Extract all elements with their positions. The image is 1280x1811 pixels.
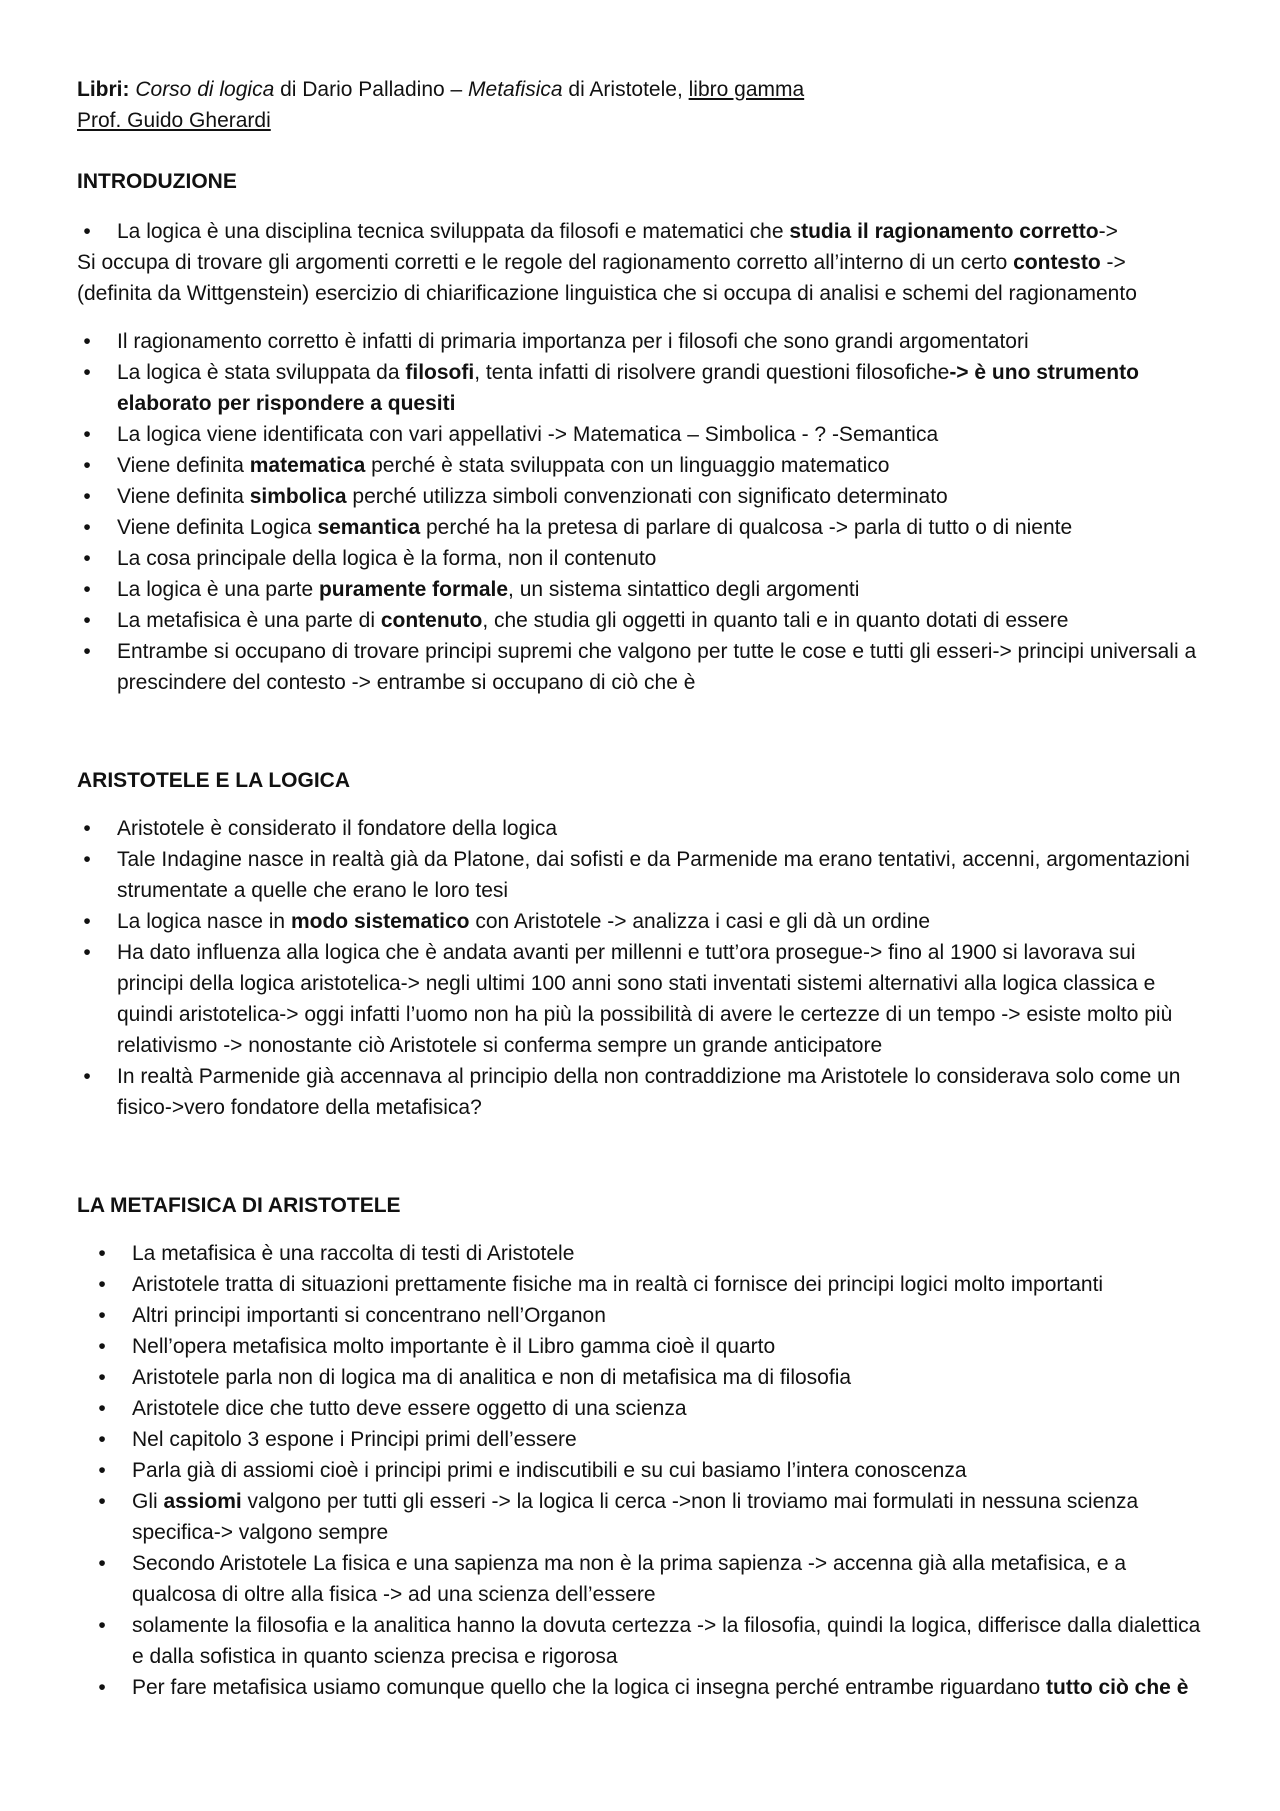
- bullet-icon: •: [83, 485, 91, 508]
- list-item: • La logica è una parte puramente formale, un sistema sintattico degli argomenti: [77, 574, 1207, 605]
- list-item: • La logica è una disciplina tecnica sviluppata da filosofi e matematici che studia il ragionamento corretto->: [77, 216, 1207, 247]
- list-item: • La metafisica è una raccolta di testi di Aristotele: [77, 1238, 1207, 1269]
- list-item: • La logica è stata sviluppata da filosofi, tenta infatti di risolvere grandi questioni filosofiche-> è uno strumento elaborato per rispondere a quesiti: [77, 357, 1207, 419]
- book2-part: libro gamma: [688, 78, 805, 101]
- list-item: • Tale Indagine nasce in realtà già da Platone, dai sofisti e da Parmenide ma erano tentativi, accenni, argomentazioni strumentate a quelle che erano le loro tesi: [77, 844, 1207, 906]
- bullet-icon: •: [98, 1676, 106, 1699]
- metafisica-heading: LA METAFISICA DI ARISTOTELE: [77, 1194, 401, 1217]
- intro-paragraph-1: Si occupa di trovare gli argomenti corretti e le regole del ragionamento corretto all’interno di un certo contesto ->: [77, 251, 1126, 274]
- aristotele-logica-heading: ARISTOTELE E LA LOGICA: [77, 769, 351, 792]
- list-item: • Secondo Aristotele La fisica e una sapienza ma non è la prima sapienza -> accenna già alla metafisica, e a qualcosa di oltre alla fisica -> ad una scienza dell’essere: [77, 1548, 1207, 1610]
- bullet-icon: •: [83, 220, 91, 243]
- bullet-icon: •: [98, 1614, 106, 1637]
- bullet-icon: •: [83, 817, 91, 840]
- list-item: • Viene definita Logica semantica perché ha la pretesa di parlare di qualcosa -> parla di tutto o di niente: [77, 512, 1207, 543]
- list-item: • Viene definita simbolica perché utilizza simboli convenzionati con significato determinato: [77, 481, 1207, 512]
- bullet-icon: •: [83, 848, 91, 871]
- aristotele-logica-list: [77, 813, 1207, 1123]
- document-page: [77, 74, 1207, 1703]
- list-item: • Per fare metafisica usiamo comunque quello che la logica ci insegna perché entrambe riguardano tutto ciò che è: [77, 1672, 1207, 1703]
- bullet-icon: •: [83, 1065, 91, 1088]
- bullet-icon: •: [83, 910, 91, 933]
- list-item: • In realtà Parmenide già accennava al principio della non contraddizione ma Aristotele lo considerava solo come un fisico->vero fondatore della metafisica?: [77, 1061, 1207, 1123]
- intro-first-list: [77, 216, 1207, 247]
- list-item: • Altri principi importanti si concentrano nell’Organon: [77, 1300, 1207, 1331]
- bullet-icon: •: [98, 1428, 106, 1451]
- list-item: • Viene definita matematica perché è stata sviluppata con un linguaggio matematico: [77, 450, 1207, 481]
- bullet-icon: •: [98, 1335, 106, 1358]
- book1-author: di Dario Palladino –: [274, 78, 469, 101]
- libri-label: Libri:: [77, 78, 130, 101]
- list-item: • La logica nasce in modo sistematico con Aristotele -> analizza i casi e gli dà un ordine: [77, 906, 1207, 937]
- bullet-icon: •: [83, 330, 91, 353]
- list-item: • Il ragionamento corretto è infatti di primaria importanza per i filosofi che sono grandi argomentatori: [77, 326, 1207, 357]
- list-item: • Ha dato influenza alla logica che è andata avanti per millenni e tutt’ora prosegue-> fino al 1900 si lavorava sui principi della logica aristotelica-> negli ultimi 100 anni sono stati inventati sistemi alternativi alla logica classica e quindi aristotelica-> oggi infatti l’uomo non ha più la possibilità di avere le certezze di un tempo -> esiste molto più relativismo -> nonostante ciò Aristotele si conferma sempre un grande anticipatore: [77, 937, 1207, 1061]
- list-item: • Parla già di assiomi cioè i principi primi e indiscutibili e su cui basiamo l’intera conoscenza: [77, 1455, 1207, 1486]
- list-item: • La cosa principale della logica è la forma, non il contenuto: [77, 543, 1207, 574]
- list-item: • Nel capitolo 3 espone i Principi primi dell’essere: [77, 1424, 1207, 1455]
- book2-title: Metafisica: [468, 78, 563, 101]
- bullet-icon: •: [98, 1490, 106, 1513]
- bullet-icon: •: [83, 423, 91, 446]
- intro-heading: INTRODUZIONE: [77, 170, 237, 193]
- bullet-icon: •: [83, 516, 91, 539]
- bullet-icon: •: [83, 640, 91, 663]
- book2-author: di Aristotele,: [562, 78, 689, 101]
- bullet-icon: •: [98, 1304, 106, 1327]
- list-item: • solamente la filosofia e la analitica hanno la dovuta certezza -> la filosofia, quindi la logica, differisce dalla dialettica e dalla sofistica in quanto scienza precisa e rigorosa: [77, 1610, 1207, 1672]
- books-line: [77, 74, 1207, 105]
- list-item: • Gli assiomi valgono per tutti gli esseri -> la logica li cerca ->non li troviamo mai formulati in nessuna scienza specifica-> valgono sempre: [77, 1486, 1207, 1548]
- bullet-icon: •: [83, 547, 91, 570]
- list-item: • Aristotele dice che tutto deve essere oggetto di una scienza: [77, 1393, 1207, 1424]
- bullet-icon: •: [83, 941, 91, 964]
- bullet-icon: •: [83, 454, 91, 477]
- list-item: • Aristotele parla non di logica ma di analitica e non di metafisica ma di filosofia: [77, 1362, 1207, 1393]
- professor-line: Prof. Guido Gherardi: [77, 109, 271, 132]
- metafisica-list: [77, 1238, 1207, 1703]
- bullet-icon: •: [83, 609, 91, 632]
- intro-list: [77, 326, 1207, 698]
- list-item: • Aristotele tratta di situazioni prettamente fisiche ma in realtà ci fornisce dei principi logici molto importanti: [77, 1269, 1207, 1300]
- list-item: • Nell’opera metafisica molto importante è il Libro gamma cioè il quarto: [77, 1331, 1207, 1362]
- bullet-icon: •: [98, 1242, 106, 1265]
- intro-paragraph-2: (definita da Wittgenstein) esercizio di chiarificazione linguistica che si occupa di analisi e schemi del ragionamento: [77, 282, 1137, 305]
- list-item: • La logica viene identificata con vari appellativi -> Matematica – Simbolica - ? -Semantica: [77, 419, 1207, 450]
- book1-title: Corso di logica: [135, 78, 275, 101]
- bullet-icon: •: [98, 1366, 106, 1389]
- list-item: • La metafisica è una parte di contenuto, che studia gli oggetti in quanto tali e in quanto dotati di essere: [77, 605, 1207, 636]
- bullet-icon: •: [98, 1397, 106, 1420]
- bullet-icon: •: [83, 361, 91, 384]
- list-item: • Aristotele è considerato il fondatore della logica: [77, 813, 1207, 844]
- bullet-icon: •: [98, 1552, 106, 1575]
- bullet-icon: •: [98, 1459, 106, 1482]
- bullet-icon: •: [98, 1273, 106, 1296]
- list-item: • Entrambe si occupano di trovare principi supremi che valgono per tutte le cose e tutti gli esseri-> principi universali a prescindere del contesto -> entrambe si occupano di ciò che è: [77, 636, 1207, 698]
- bullet-icon: •: [83, 578, 91, 601]
